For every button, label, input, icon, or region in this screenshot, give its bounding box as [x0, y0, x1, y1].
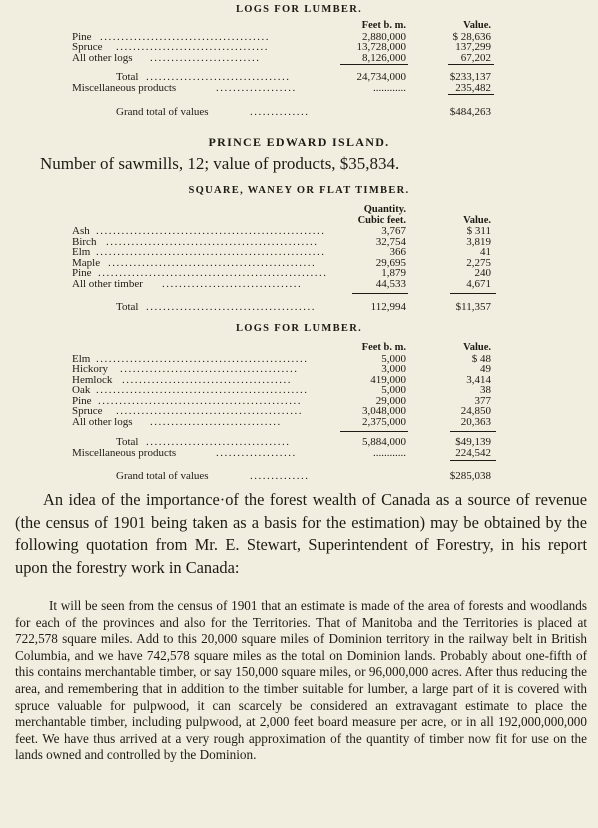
table-row: Spruce .................................... 13,728,000 137,299 — [72, 41, 491, 53]
sum-rule — [340, 64, 408, 65]
table-row: All other logs .......................... 8,126,000 67,202 — [72, 51, 491, 64]
total-row: Total ........................................ 112,994 $11,357 — [116, 301, 491, 313]
table-row: All other logs ............................... 2,375,000 20,363 — [72, 415, 491, 428]
sum-rule — [450, 293, 496, 294]
table-row: Spruce ............................................ 3,048,000 24,850 — [72, 405, 491, 417]
sum-rule — [450, 431, 496, 432]
table-square-timber — [0, 205, 598, 289]
section-heading-logs-1: LOGS FOR LUMBER. — [235, 4, 363, 15]
table-header — [0, 21, 598, 32]
table-row: Pine ...................................................... 1,879 240 — [72, 267, 491, 279]
grand-total-logs-1 — [0, 107, 598, 118]
section-heading-square-timber: SQUARE, WANEY OR FLAT TIMBER. — [188, 185, 410, 196]
grand-total-logs-2 — [0, 471, 598, 482]
sawmills-summary: Number of sawmills, 12; value of products, $35,834. — [40, 154, 400, 173]
table-header — [0, 205, 598, 216]
sum-rule — [450, 460, 496, 461]
value-column-header: Value. — [463, 342, 491, 353]
sum-rule — [352, 293, 408, 294]
section-heading-prince-edward-island: PRINCE EDWARD ISLAND. — [208, 135, 390, 149]
quantity-column-header: Feet b. m. — [361, 20, 406, 31]
sum-rule — [448, 64, 494, 65]
table-logs-1 — [0, 21, 598, 63]
table-row: Maple ................................................. 29,695 2,275 — [72, 256, 491, 269]
stewart-quotation — [15, 598, 587, 764]
table-row: Pine ................................................ 29,000 377 — [72, 394, 491, 407]
section-heading-logs-2: LOGS FOR LUMBER. — [235, 323, 363, 334]
table-row: Elm .................................................. 5,000 $ 48 — [72, 352, 491, 365]
table-row: Oak .................................................. 5,000 38 — [72, 384, 491, 396]
quotation-text: It will be seen from the census of 1901 that an estimate is made of the area of forests and woodlands for each of the provinces and also for the Territories. That of Manitoba and the Territories is placed at 722,578 square miles. Add to this 20,000 square miles of Dominion territory in the railway belt in British Columbia, and we have 742,578 square miles as the total on Dominion lands. Probably about one-fifth of this contains merchantable timber, or say 150,000 square miles, or 96,000,000 acres. After thus reducing the area, and remembering that in addition to the timber suitable for lumber, a large part of it is covered with spruce valuable for pulpwood, it can scarcely be considered an extravagant estimate to place the merchantable timber, including pulpwood, at 2,000 feet board measure per acre, or in all 192,000,000,000 feet. We have thus arrived at a very rough approximation of the quantity of timber now fit for use on the lands owned and controlled by the Dominion. — [15, 598, 587, 763]
quantity-column-header: Feet b. m. — [361, 342, 406, 353]
sum-rule — [340, 431, 408, 432]
grand-total-row: Grand total of values .............. $484,263 — [116, 106, 491, 118]
quantity-column-header: Quantity. — [363, 204, 406, 215]
table-row: Ash ...................................................... 3,767 $ 311 — [72, 225, 491, 237]
table-row: Elm ...................................................... 366 41 — [72, 246, 491, 258]
unit-column-header: Cubic feet. — [357, 214, 406, 226]
total-row: Total .................................. 24,734,000 $233,137 — [116, 71, 491, 83]
total-row: Total .................................. 5,884,000 $49,139 — [116, 436, 491, 448]
sum-rule — [448, 94, 494, 95]
table-logs-2 — [0, 343, 598, 427]
table-header — [0, 343, 598, 354]
table-row: Birch .................................................. 32,754 3,819 — [72, 235, 491, 248]
totals-logs-1 — [0, 72, 598, 93]
value-column-header: Value. — [463, 214, 491, 226]
table-row: Hickory .......................................... 3,000 49 — [72, 363, 491, 375]
totals-logs-2 — [0, 437, 598, 458]
misc-row: Miscellaneous products ................... ............ 224,542 — [72, 446, 491, 459]
value-column-header: Value. — [463, 20, 491, 31]
grand-total-row: Grand total of values .............. $285,038 — [116, 470, 491, 482]
misc-row: Miscellaneous products ................... ............ 235,482 — [72, 81, 491, 94]
table-row: Hemlock ........................................ 419,000 3,414 — [72, 373, 491, 386]
intro-paragraph: An idea of the importance·of the forest wealth of Canada as a source of revenue (the census of 1901 being taken as a basis for the estimation) may be obtained by the following quotation from Mr. E. Stewart, Superintendent of Forestry, in his report upon the forestry work in Canada: — [15, 490, 587, 577]
table-row: All other timber ................................. 44,533 4,671 — [72, 277, 491, 290]
totals-square-timber — [0, 302, 598, 313]
table-row: Pine ........................................ 2,880,000 $ 28,636 — [72, 30, 491, 43]
